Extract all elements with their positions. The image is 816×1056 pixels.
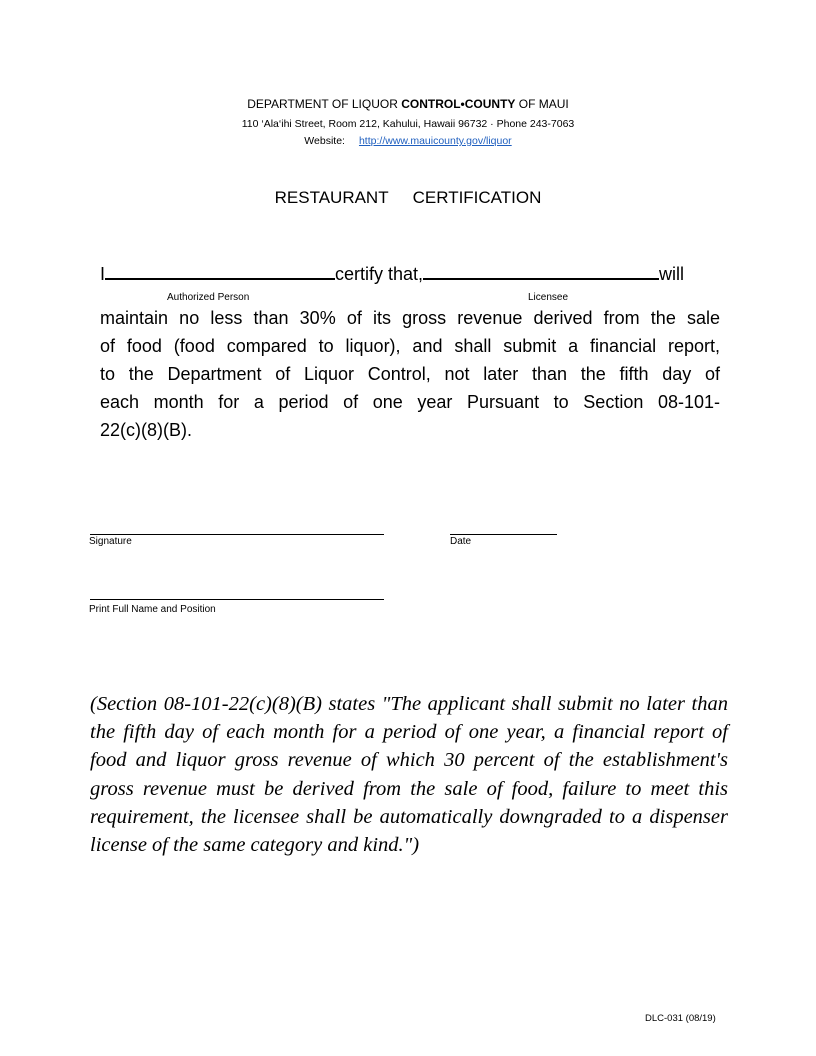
authorized-person-field[interactable] bbox=[105, 264, 335, 280]
quote-line: food and liquor gross revenue of which 30 percent of the establishment's bbox=[90, 749, 728, 771]
body-line: to the Department of Liquor Control, not later than the fifth day of bbox=[100, 364, 720, 384]
quote-line: the fifth day of each month for a period of one year, a financial report of bbox=[90, 721, 728, 743]
body-line: of food (food compared to liquor), and shall submit a financial report, bbox=[100, 336, 720, 356]
department-heading: DEPARTMENT OF LIQUOR CONTROL•COUNTY OF MAUI bbox=[247, 97, 569, 111]
date-field[interactable] bbox=[450, 534, 557, 535]
address-line: 110 ‘Ala‘ihi Street, Room 212, Kahului, Hawaii 96732 · Phone 243-7063 bbox=[241, 118, 575, 130]
licensee-field[interactable] bbox=[423, 264, 659, 280]
signature-label: Signature bbox=[89, 536, 132, 547]
print-name-field[interactable] bbox=[90, 599, 384, 600]
page-title: RESTAURANT CERTIFICATION bbox=[274, 188, 542, 207]
form-code: DLC-031 (08/19) bbox=[645, 1013, 716, 1024]
quote-line: license of the same category and kind.") bbox=[90, 834, 420, 856]
website-line: Website: http://www.mauicounty.gov/liquor bbox=[304, 135, 512, 147]
body-line: maintain no less than 30% of its gross revenue derived from the sale bbox=[100, 308, 720, 328]
quote-line: gross revenue must be derived from the sale of food, failure to meet this bbox=[90, 778, 728, 800]
authorized-person-label: Authorized Person bbox=[167, 292, 250, 303]
body-line: each month for a period of one year Pursuant to Section 08-101- bbox=[100, 392, 720, 412]
date-label: Date bbox=[450, 536, 472, 547]
quote-line: (Section 08-101-22(c)(8)(B) states "The applicant shall submit no later than bbox=[90, 693, 728, 715]
quote-line: requirement, the licensee shall be automatically downgraded to a dispenser bbox=[90, 806, 728, 828]
licensee-label: Licensee bbox=[528, 292, 569, 303]
body-line: 22(c)(8)(B). bbox=[100, 420, 193, 440]
certification-line: I certify that, will bbox=[100, 264, 685, 284]
print-name-label: Print Full Name and Position bbox=[89, 604, 216, 615]
website-link[interactable]: http://www.mauicounty.gov/liquor bbox=[358, 135, 512, 147]
signature-field[interactable] bbox=[90, 534, 384, 535]
